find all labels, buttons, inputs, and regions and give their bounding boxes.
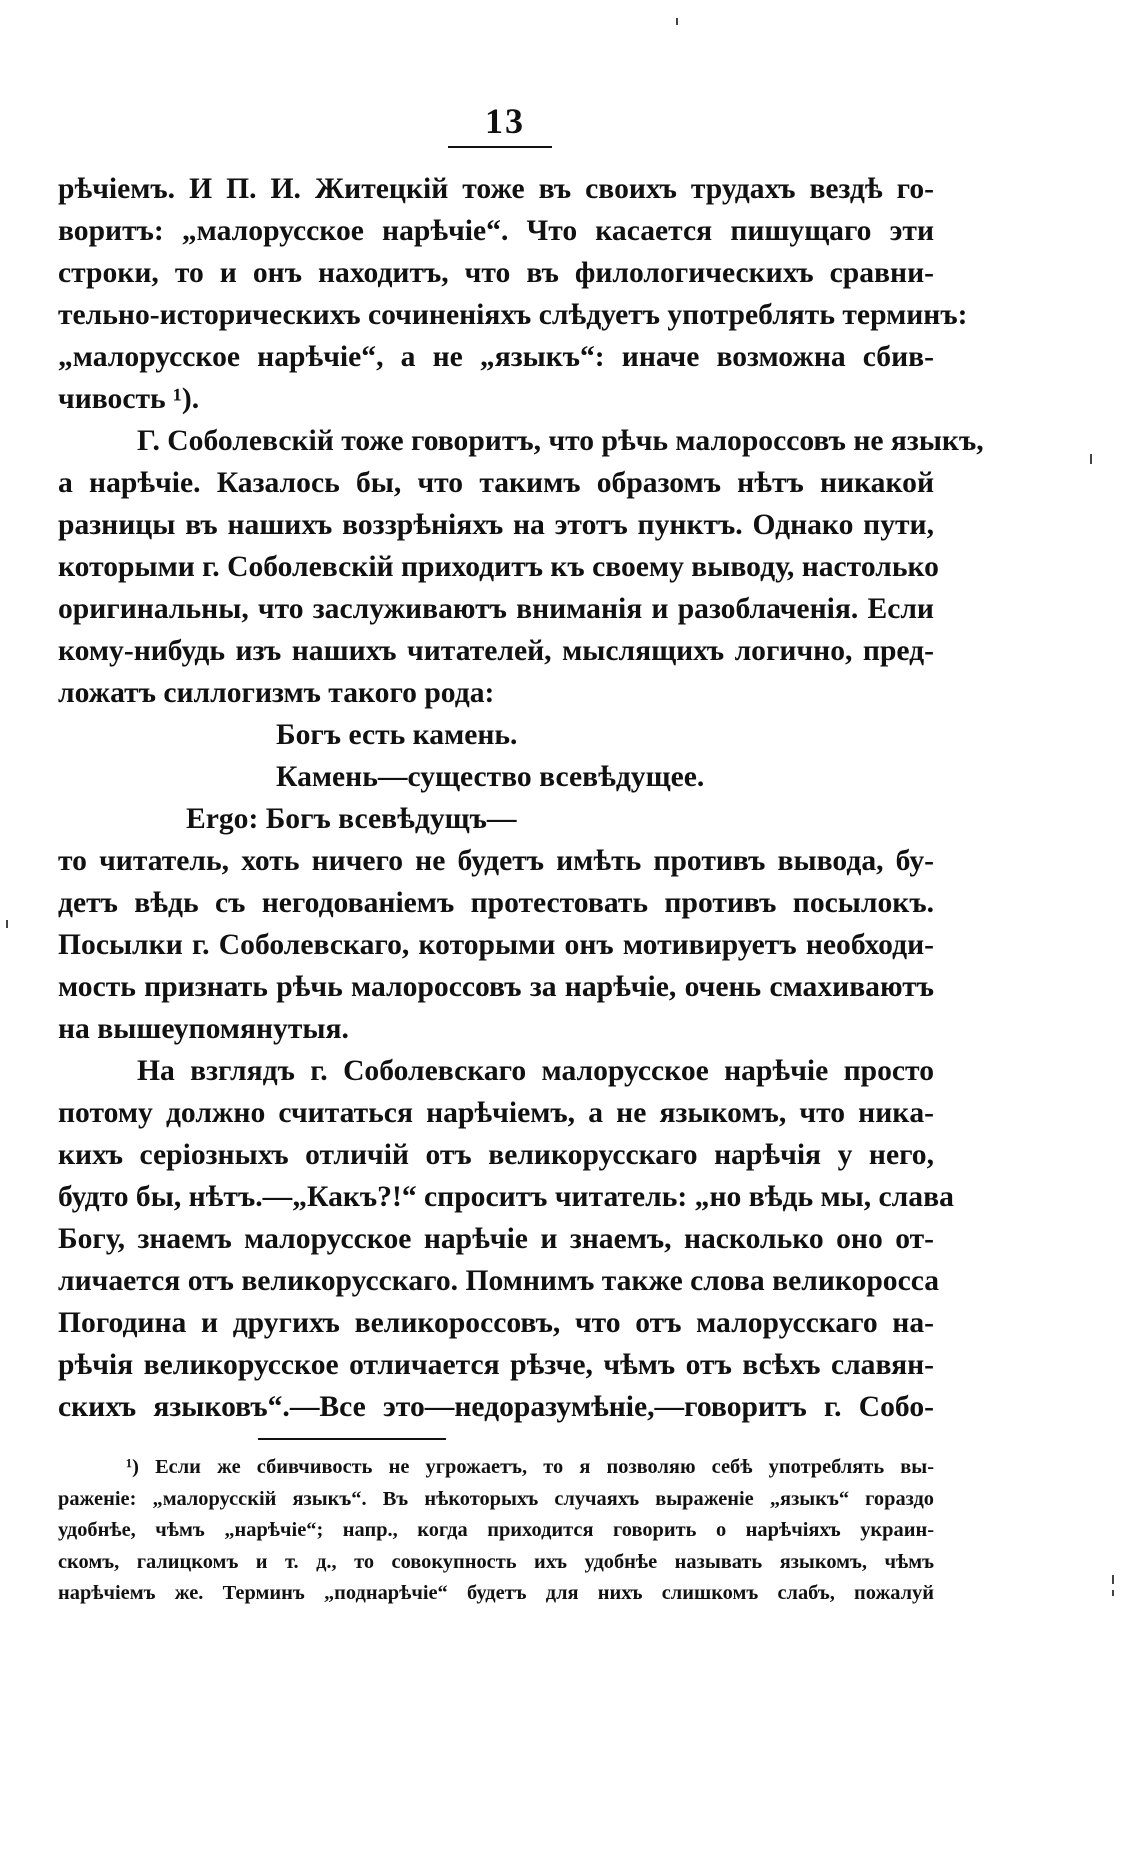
text-line: мость признать рѣчь малороссовъ за нарѣчіе, очень смахиваютъ xyxy=(58,971,934,1003)
text-line: то читатель, хоть ничего не будетъ имѣть противъ вывода, бу- xyxy=(58,845,934,877)
text-line: Погодина и другихъ великороссовъ, что отъ малорусскаго на- xyxy=(58,1307,934,1339)
text-line: ложатъ силлогизмъ такого рода: xyxy=(58,677,495,709)
syllogism-line: Богъ есть камень. xyxy=(276,719,518,751)
text-line: „малорусское нарѣчіе“, а не „языкъ“: иначе возможна сбив- xyxy=(58,341,934,373)
text-line: разницы въ нашихъ воззрѣніяхъ на этотъ пунктъ. Однако пути, xyxy=(58,509,934,541)
page-number: 13 xyxy=(485,101,525,141)
text-line: кому-нибудь изъ нашихъ читателей, мыслящихъ логично, пред- xyxy=(58,635,934,667)
footnote xyxy=(58,1452,934,1610)
scan-speck xyxy=(676,18,678,25)
text-line: детъ вѣдь съ негодованіемъ протестовать противъ посылокъ. xyxy=(58,887,934,919)
text-line: Посылки г. Соболевскаго, которыми онъ мотивируетъ необходи- xyxy=(58,929,934,961)
page-number-underline xyxy=(448,146,552,148)
text-line: потому должно считаться нарѣчіемъ, а не языкомъ, что никa- xyxy=(58,1097,934,1129)
text-line: рѣчія великорусское отличается рѣзче, чѣмъ отъ всѣхъ славян- xyxy=(58,1349,934,1381)
footnote-separator xyxy=(258,1438,446,1440)
text-line: оригинальны, что заслуживаютъ вниманія и разоблаченія. Если xyxy=(58,593,934,625)
scan-speck xyxy=(1112,1590,1114,1596)
text-line: тельно-историческихъ сочиненіяхъ слѣдуетъ употреблять терминъ: xyxy=(58,299,968,331)
footnote-line: раженіе: „малорусскій языкъ“. Въ нѣкоторыхъ случаяхъ выраженіе „языкъ“ гораздо xyxy=(58,1487,934,1510)
syllogism-line: Камень—существо всевѣдущее. xyxy=(276,761,705,793)
text-line: чивость ¹). xyxy=(58,383,200,415)
text-line: Г. Соболевскій тоже говоритъ, что рѣчь малороссовъ не языкъ, xyxy=(137,425,984,457)
text-line: которыми г. Соболевскій приходитъ къ своему выводу, настолько xyxy=(58,551,939,583)
text-line: На взглядъ г. Соболевскаго малорусское нарѣчіе просто xyxy=(137,1055,934,1087)
footnote-line: удобнѣе, чѣмъ „нарѣчіе“; напр., когда приходится говорить о нарѣчіяхъ украин- xyxy=(58,1519,934,1541)
text-line: скихъ языковъ“.—Все это—недоразумѣніе,—говоритъ г. Собо- xyxy=(58,1391,934,1423)
footnote-line: скомъ, галицкомъ и т. д., то совокупность ихъ удобнѣе называть языкомъ, чѣмъ xyxy=(58,1550,934,1573)
text-line: строки, то и онъ находитъ, что въ филологическихъ сравни- xyxy=(58,257,934,289)
text-line: будто бы, нѣтъ.—„Какъ?!“ спроситъ читатель: „но вѣдь мы, слава xyxy=(58,1181,954,1213)
text-line: кихъ серіозныхъ отличій отъ великорусскаго нарѣчія у него, xyxy=(58,1139,934,1171)
footnote-line: ¹) Если же сбивчивость не угрожаетъ, то я позволяю себѣ употреблять вы- xyxy=(126,1456,934,1478)
main-text xyxy=(58,168,984,1428)
text-line: воритъ: „малорусское нарѣчіе“. Что касается пишущаго эти xyxy=(58,215,934,247)
text-line: рѣчіемъ. И П. И. Житецкій тоже въ своихъ трудахъ вездѣ го- xyxy=(58,173,934,205)
text-line: а нарѣчіе. Казалось бы, что такимъ образомъ нѣтъ никакой xyxy=(58,467,934,499)
scan-speck xyxy=(1112,1575,1114,1584)
syllogism-line: Ergo: Богъ всевѣдущъ— xyxy=(186,803,517,835)
scan-speck xyxy=(6,920,8,928)
text-line: на вышеупомянутыя. xyxy=(58,1013,349,1045)
text-line: личается отъ великорусскаго. Помнимъ также слова великоросса xyxy=(58,1265,940,1297)
text-line: Богу, знаемъ малорусское нарѣчіе и знаемъ, насколько оно от- xyxy=(58,1223,934,1255)
footnote-line: нарѣчіемъ же. Терминъ „поднарѣчіе“ будетъ для нихъ слишкомъ слабъ, пожалуй xyxy=(58,1582,934,1604)
scan-speck xyxy=(1090,454,1092,464)
